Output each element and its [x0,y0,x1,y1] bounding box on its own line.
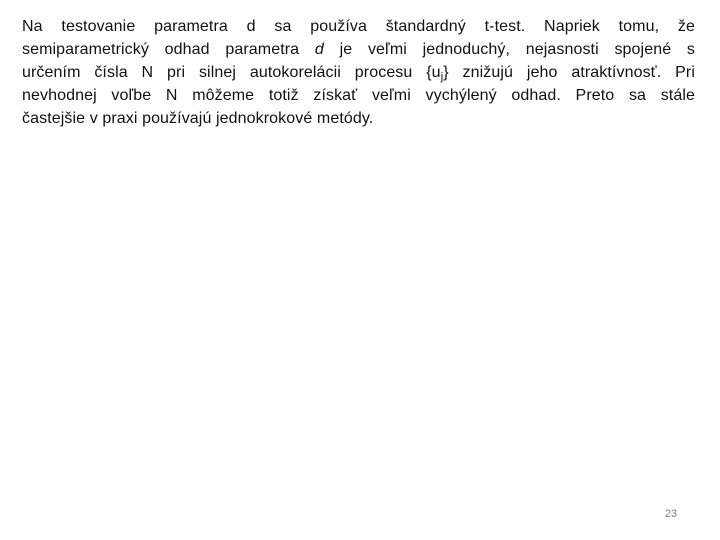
text-line-1: Na testovanie parametra d sa používa štandardný t-test. Napriek tomu, že [22,18,695,35]
text-segment: semiparametrický odhad parametra [22,41,315,58]
text-line-4: nevhodnej voľbe N môžeme totiž získať veľmi vychýlený odhad. Preto sa stále [22,87,695,104]
text-line-5: častejšie v praxi používajú jednokrokové metódy. [22,110,374,127]
text-segment: } znižujú jeho atraktívnosť. Pri [443,64,696,81]
text-segment: určením čísla N pri silnej autokorelácii procesu {u [22,64,441,81]
text-line-2 [22,38,695,61]
text-segment: je veľmi jednoduchý, nejasnosti spojené s [323,41,695,58]
body-paragraph [22,15,695,130]
subscript-j: j [440,71,444,83]
text-line-3 [22,61,695,84]
italic-symbol-d: d [314,41,324,58]
page-number: 23 [664,508,678,520]
